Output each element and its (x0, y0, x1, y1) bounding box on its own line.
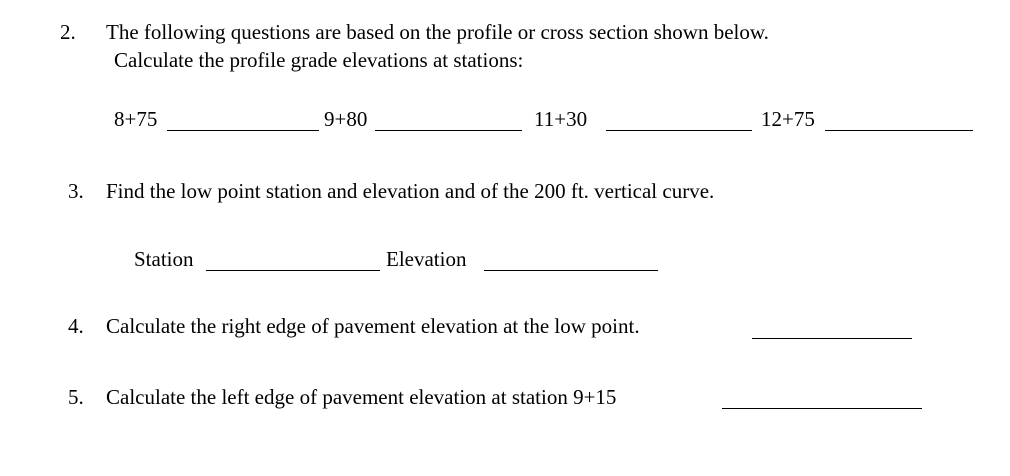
station-label-4: 12+75 (761, 107, 815, 131)
low-point-station-blank[interactable] (206, 270, 380, 271)
station-label-3: 11+30 (534, 107, 588, 131)
question-4-text: Calculate the right edge of pavement elevation at the low point. (106, 314, 640, 338)
left-edge-elevation-blank[interactable] (722, 408, 922, 409)
question-2-number: 2. (60, 20, 76, 44)
question-2-text-line-1: The following questions are based on the profile or cross section shown below. (106, 20, 769, 44)
station-3-answer-blank[interactable] (606, 130, 752, 131)
question-4-number: 4. (68, 314, 84, 338)
station-4-answer-blank[interactable] (825, 130, 973, 131)
low-point-elevation-blank[interactable] (484, 270, 658, 271)
question-3-number: 3. (68, 179, 84, 203)
right-edge-elevation-blank[interactable] (752, 338, 912, 339)
station-2-answer-blank[interactable] (375, 130, 522, 131)
station-label-1: 8+75 (114, 107, 158, 131)
station-label-2: 9+80 (324, 107, 368, 131)
station-1-answer-blank[interactable] (167, 130, 319, 131)
question-5-text: Calculate the left edge of pavement elevation at station 9+15 (106, 385, 617, 409)
question-2-text-line-2: Calculate the profile grade elevations at stations: (114, 48, 524, 72)
question-5-number: 5. (68, 385, 84, 409)
elevation-answer-label: Elevation (386, 247, 467, 271)
question-3-text: Find the low point station and elevation and of the 200 ft. vertical curve. (106, 179, 715, 203)
station-answer-label: Station (134, 247, 194, 271)
